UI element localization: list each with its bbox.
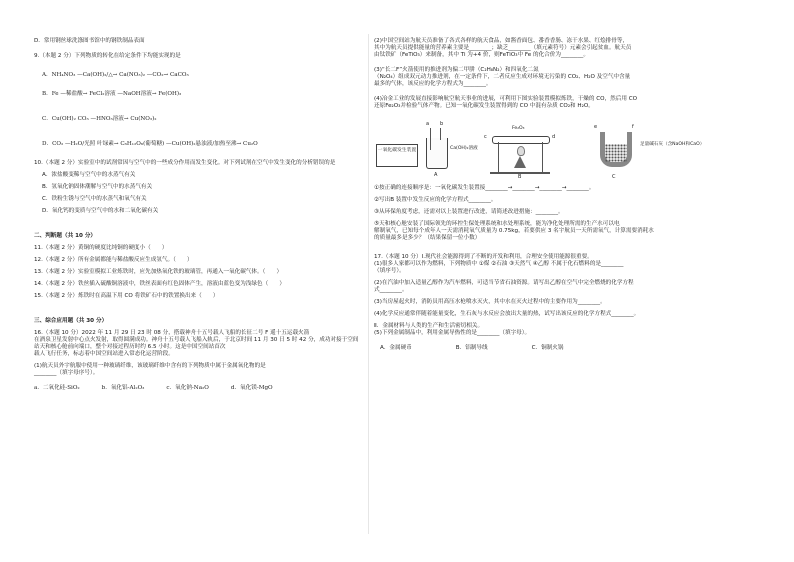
q16-intro-3: 载人飞行任务，标志着中国空间站进入常态化运营阶段。 <box>34 350 174 357</box>
q17-section2: Ⅱ．金属材料与人类的生产和生活密切相关。 <box>374 322 484 329</box>
q16-part3-c: 最多的气体，该反应的化学方程式为________。 <box>374 80 492 87</box>
q8-option-d: D．常用钢丝球洗涤图书馆中的钢铁制品表面 <box>34 38 145 44</box>
judgement-item: 13.（本题 2 分）实验室模拟工业炼铁时，应先加热氧化铁的玻璃管，再通入一氧化碳气体。（ ） <box>34 268 283 275</box>
section2-heading: 二、判断题（共 10 分） <box>34 232 97 239</box>
soda-lime-fill <box>605 144 627 162</box>
q16-part2-a: (2)中国空间站为航天员准备了各式各样的航天食品，如酱香面包、番香香肠、冻干水果、红烩排骨等， <box>374 38 629 44</box>
stand-rod-right <box>542 142 543 172</box>
q10-stem: 10.（本题 2 分）实验室中的试剂常因与空气中的一些成分作用而发生变化。对下列试剂在空气中发生变化的分析错误的是 <box>34 159 336 166</box>
burner-icon <box>514 156 526 168</box>
q16-part4-1: ①按正确的连接顺序是：一氧化碳发生装置接________→________→________→________。 <box>374 184 595 191</box>
judgement-item: 11.（本题 2 分）黄铜的硬度比纯铜的硬度小（ ） <box>34 244 168 251</box>
apparatus-diagram <box>374 114 766 182</box>
q17-part1-b: （填序号）。 <box>374 267 405 274</box>
q16-part4-3: ③从环保角度考虑，还需对以上装置进行改进，请简述改进措施：________。 <box>374 208 564 215</box>
q17-part4: (4)化学反应通常伴随着能量变化，生石灰与水反应会放出大量的热，试写出该反应的化学方程式________。 <box>374 310 640 317</box>
q16-intro-1: 16.（本题 10 分）2022 年 11 月 29 日 23 时 08 分，搭载神舟十五号载人飞船的长征二号 F 遥十五运载火箭 <box>34 329 310 336</box>
q17-part2-a: (2)在汽油中加入适量乙醇作为汽车燃料，可适当节省石油资源。请写出乙醇在空气中完全燃烧的化学方程 <box>374 279 634 286</box>
port-a-label: a <box>426 120 430 127</box>
q17-part3: (3)当房屋起火时，消防员用高压水枪喷水灭火，其中水在灭火过程中的主要作用为________。 <box>374 298 606 305</box>
column-divider <box>368 34 369 534</box>
right-column <box>374 38 766 352</box>
q10-option-a: A．浓盐酸变稀与空气中的水蒸气有关 <box>42 171 136 178</box>
q16-part1-a: (1)航天员外宇航服中使用一种玻璃纤维，该玻璃纤维中含有的下列物质中属于金属氧化物的是 <box>34 362 266 369</box>
judgement-item: 14.（本题 2 分）铁丝插入硫酸铜溶液中，铁丝表面有红色固体产生，溶液由蓝色变为浅绿色（ ） <box>34 280 285 287</box>
q16-part4-b: 还原Fe₂O₃并检验气体产物。已知一氧化碳发生装置得到的 CO 中混有杂质 CO₂和 H₂O。 <box>374 102 594 109</box>
q16-part5-a: ⑤天和核心舱安装了国际领先的环控生保处理系统和水处理系统，能为净化处理所需的生产水可以电 <box>374 220 620 227</box>
judgement-item: 12.（本题 2 分）所有金属都能与稀盐酸反应生成氢气。（ ） <box>34 256 193 263</box>
q16-intro-2: 在酒泉卫星发射中心点火发射，取得圆满成功。神舟十五号载人飞船入轨后，于北京时间 11 月 30 日 5 时 42 分，成功对接于空间站天和核心舱前向端口，整个对接过程历时约 6.5 小时。这是中国空间站首次 <box>34 336 359 350</box>
q16-part3-a: (3)“长二F”火箭使用的推进剂为偏二甲肼（C₂H₈N₂）和四氧化二氮 <box>374 66 539 73</box>
port-e-label: e <box>594 123 598 130</box>
port-c-label: c <box>484 133 487 140</box>
q10-option-c: C．铁粉生锈与空气中的水蒸气和氧气有关 <box>42 195 147 202</box>
q9-option-b: B．Fe —稀盐酸→ FeCl₂溶液 —NaOH溶液→ Fe(OH)₃ <box>42 90 182 97</box>
q10-option-b: B．氢氧化钠固体潮解与空气中的水蒸气有关 <box>42 183 153 190</box>
apparatus-a-label: A <box>434 171 438 178</box>
section3-heading: 三、综合应用题（共 30 分） <box>34 317 108 324</box>
q16-part4-a: (4)冶金工业的发展直接影响航空航天事业的进展，可利用下图实验装置模拟炼铁，干燥的 CO，然后用 CO <box>374 95 638 102</box>
q17-option-c: C．铜制火锅 <box>531 344 564 351</box>
q10-option-d: D．氧化钙的变质与空气中的水和二氧化碳有关 <box>42 207 159 214</box>
apparatus-c-label: C <box>612 173 616 180</box>
q9-option-d: D．CO₂ —H₂O/光照 叶绿素→ C₆H₁₂O₆(葡萄糖) —Cu(OH)₂悬浊液/加热至沸→ Cu₂O <box>42 140 258 147</box>
q17-part5: (5)下列金属制品中，利用金属导热性的是________（填字母）。 <box>374 329 531 336</box>
q16-part4-2: ②写出B 装置中发生反应的化学方程式________。 <box>374 196 497 203</box>
u-tube <box>600 132 632 167</box>
q17-part2-b: 式________。 <box>374 286 408 293</box>
q17-options <box>380 345 766 352</box>
q16-option-d: d．氧化镁-MgO <box>230 384 273 391</box>
q16-option-a: a．二氧化硅-SiO₂ <box>34 384 80 391</box>
flame-icon <box>517 146 525 156</box>
outlet-tube <box>440 128 441 140</box>
q16-part5-b: 解制氧气，已知每个成年人一天需消耗氧气质量为 0.75kg，若要供应 3 名宇航员一天所需氧气，计算需要消耗水 <box>374 227 654 234</box>
q9-stem: 9.（本题 2 分）下列物质的转化在给定条件下均能实现的是 <box>34 52 181 59</box>
port-d-label: d <box>552 133 556 140</box>
q16-option-c: c．氧化钠-Na₂O <box>166 384 209 391</box>
q16-option-b: b．氧化铝-Al₂O₃ <box>101 384 145 391</box>
inlet-tube <box>430 128 431 150</box>
q17-option-a: A．金属硬币 <box>380 344 412 351</box>
q17-part1-a: (1)很多人家都可以作为燃料，下列物质中 ①煤 ②石油 ③天然气 ④乙醇 不属于化石燃料的是________ <box>374 260 624 267</box>
stand-rod-left <box>498 142 499 172</box>
q16-part1-b: ________（填字母序号）。 <box>34 369 99 376</box>
caoh2-label: Ca(OH)₂溶液 <box>450 145 478 151</box>
q16-part2-c: 由钛铁矿（FeTiO₃）来制备，其中 Ti 为+4 价，则FeTiO₃中 Fe 的化合价为________。 <box>374 51 589 58</box>
q9-option-a: A．NH₄NO₃ —Ca(OH)₂/△→ Ca(NO₃)₂ —CO₂→ CaCO₃ <box>42 71 189 78</box>
apparatus-b-label: B <box>518 173 522 180</box>
soda-lime-note: 足量碱石灰（含NaOH和CaO） <box>640 141 705 147</box>
port-b-label: b <box>440 120 444 127</box>
q16-part3-b: （N₂O₄）组成双元动力推进剂，在一定条件下，二者反应生成对环境无污染的 CO₂、H₂O 及空气中含量 <box>374 73 631 80</box>
judgement-item: 15.（本题 2 分）炼铁时在高温下用 CO 将铁矿石中的铁置换出来（ ） <box>34 292 219 299</box>
co-generator-box: 一氧化碳发生装置 <box>376 144 418 167</box>
q16-part2-b: 其中为航天员提供能量的营养素主要是________；缺乏________（填元素符号）元素会引起贫血。航天员 <box>374 44 632 51</box>
q16-part5-c: 的质量最多是多少？（结果保留一位小数） <box>374 234 481 241</box>
q17-stem: 17.（本题 10 分）Ⅰ.现代社会能源得到了不断的开发和利用，合理安全使用能源很重要。 <box>374 253 593 260</box>
left-column <box>34 38 362 392</box>
q16-options <box>34 385 362 392</box>
judgement-list <box>34 245 362 300</box>
port-f-label: f <box>632 123 634 130</box>
fe2o3-label: Fe₂O₃ <box>512 125 525 131</box>
q9-option-c: C．Cu(OH)₂ CO₃ —HNO₃溶液→ Cu(NO₃)₂ <box>42 115 157 122</box>
q17-option-b: B．铝制导线 <box>455 344 488 351</box>
